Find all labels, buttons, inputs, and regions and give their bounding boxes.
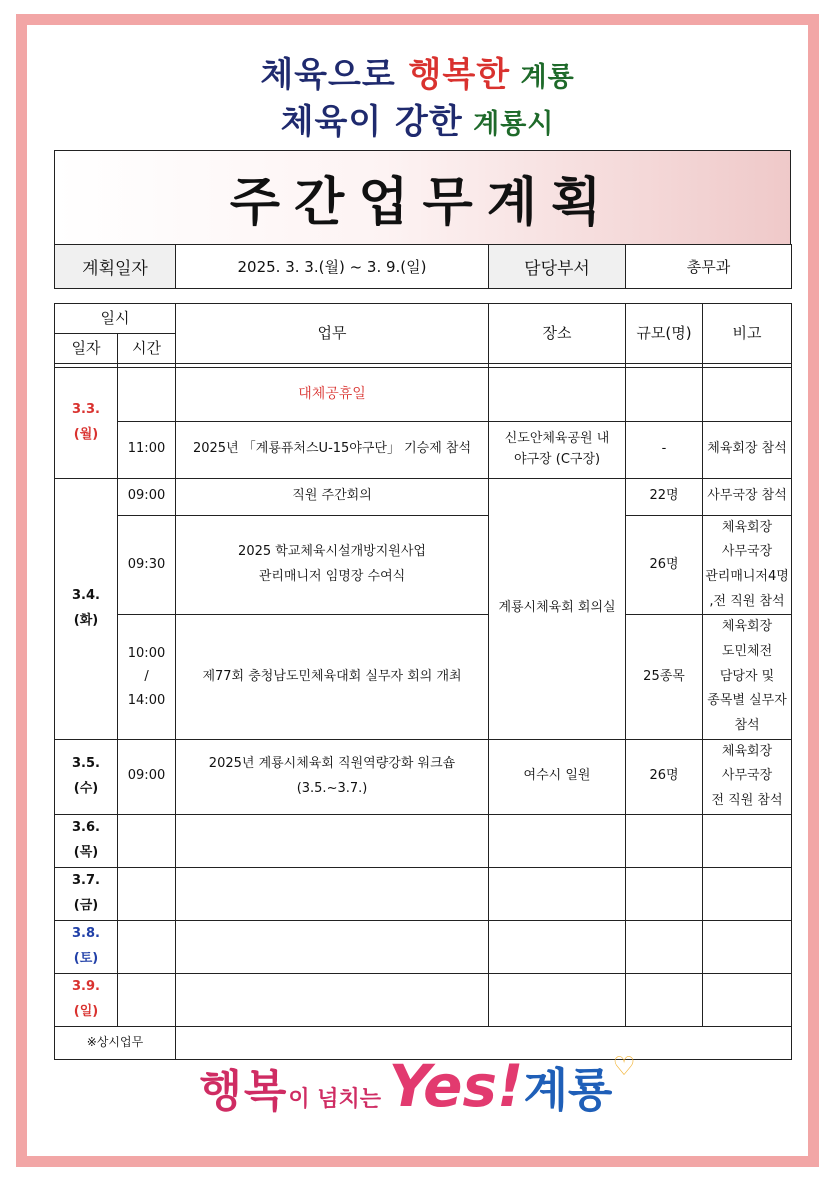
task-3-4-b-line-2: 관리매니저 임명장 수여식 [258,568,406,584]
note-3-4-c-3: 담당자 및 [719,668,775,684]
date-cell-3-4 [55,478,118,739]
note-3-5-3: 전 직원 참석 [711,793,783,809]
note-3-4-c-1: 체육회장 [721,619,773,635]
date-cell-3-9 [55,973,118,1026]
slogan-2-b: 이 [348,102,396,142]
regular-tasks-label: ※상시업무 [55,1026,176,1059]
date-3-9: 3.9. [72,979,100,995]
slogan-2-a: 체육 [280,102,349,142]
dow-3-7: (금) [73,897,99,913]
plan-date-value: 2025. 3. 3.(월) ~ 3. 9.(일) [176,245,489,289]
note-3-5-2: 사무국장 [721,768,773,784]
dow-3-5: (수) [73,780,99,796]
date-3-7: 3.7. [72,873,100,889]
time-3-4-c-3: 14:00 [127,692,166,708]
slogan-1-d: 계룡 [510,62,575,93]
dow-3-4: (화) [73,612,99,628]
title-box [54,150,791,245]
place-3-4: 계룡시체육회 회의실 [489,478,626,739]
dow-3-8: (토) [73,950,99,966]
schedule-table [54,303,792,1060]
task-3-3: 2025년 「계룡퓨처스U-15야구단」 기승제 참석 [176,421,489,478]
time-cell [118,367,176,421]
scale-3-4-c: 25종목 [626,615,703,739]
footer-part-3: Yes! [388,1052,524,1120]
date-3-4: 3.4. [72,587,100,603]
footer-part-2: 이 넘치는 [288,1087,389,1112]
task-3-5-line-1: 2025년 계룡시체육회 직원역량강화 워크숍 [208,756,456,772]
note-3-3: 체육회장 참석 [703,421,792,478]
heart-icon: ♡ [612,1052,636,1082]
date-3-8: 3.8. [72,926,100,942]
slogan-1-c: 행복한 [408,55,511,95]
dow-3-9: (일) [73,1003,99,1019]
plan-date-label: 계획일자 [55,245,176,289]
note-3-4-b-3: 관리매니저4명 [705,568,789,584]
header-time: 시간 [118,334,176,364]
time-3-5: 09:00 [118,739,176,814]
date-3-5: 3.5. [72,756,100,772]
slogan-line-1 [0,47,835,96]
slogan-2-c: 강한 [395,102,463,142]
date-3-3: 3.3. [72,401,100,417]
note-3-4-c-2: 도민체전 [721,643,773,659]
header-note: 비고 [703,304,792,364]
task-3-5-line-2: (3.5.~3.7.) [296,780,368,796]
place-3-5: 여수시 일원 [489,739,626,814]
time-3-4-b: 09:30 [118,515,176,615]
footer-part-4: 계룡 [523,1063,613,1117]
header-place: 장소 [489,304,626,364]
scale-3-4-a: 22명 [626,478,703,515]
note-3-4-b-2: 사무국장 [721,544,773,560]
header-scale: 규모(명) [626,304,703,364]
note-3-4-b-1: 체육회장 [721,519,773,535]
header-task: 업무 [176,304,489,364]
time-3-4-c-2: / [144,669,149,685]
place-3-3-line-1: 신도안체육공원 내 [504,430,610,446]
task-3-4-a: 직원 주간회의 [176,478,489,515]
task-holiday: 대체공휴일 [176,367,489,421]
date-cell-3-5 [55,739,118,814]
place-cell [489,367,626,421]
footer-slogan [0,1052,835,1152]
date-cell-3-7 [55,867,118,920]
date-3-6: 3.6. [72,820,100,836]
scale-cell [626,367,703,421]
note-cell [703,367,792,421]
dow-3-3: (월) [73,426,99,442]
time-3-3: 11:00 [118,421,176,478]
dept-label: 담당부서 [489,245,626,289]
slogan-1-b: 으로 [328,55,409,95]
note-3-4-c-4: 종목별 실무자 [707,693,787,709]
info-table [54,244,792,289]
date-cell-3-6 [55,814,118,867]
scale-3-3: - [626,421,703,478]
time-3-4-c-1: 10:00 [127,645,166,661]
note-3-5-1: 체육회장 [721,743,773,759]
slogan-1-a: 체육 [260,55,329,95]
slogan-line-2 [0,94,835,143]
scale-3-5: 26명 [626,739,703,814]
date-cell-3-8 [55,920,118,973]
header-date: 일자 [55,334,118,364]
header-datetime: 일시 [55,304,176,334]
dow-3-6: (목) [73,844,99,860]
date-cell-3-3 [55,367,118,478]
task-3-4-b-line-1: 2025 학교체육시설개방지원사업 [238,544,426,560]
note-3-4-a: 사무국장 참석 [703,478,792,515]
note-3-4-c-5: 참석 [734,718,760,733]
footer-part-1: 행복 [199,1066,289,1117]
place-3-3-line-2: 야구장 (C구장) [513,451,601,467]
time-3-4-a: 09:00 [118,478,176,515]
dept-value: 총무과 [626,245,792,289]
task-3-4-c: 제77회 충청남도민체육대회 실무자 회의 개최 [176,615,489,739]
page-title: 주간업무계획 [229,173,616,233]
scale-3-4-b: 26명 [626,515,703,615]
slogan-2-d: 계룡시 [462,109,555,140]
note-3-4-b-4: ,전 직원 참석 [709,593,785,609]
